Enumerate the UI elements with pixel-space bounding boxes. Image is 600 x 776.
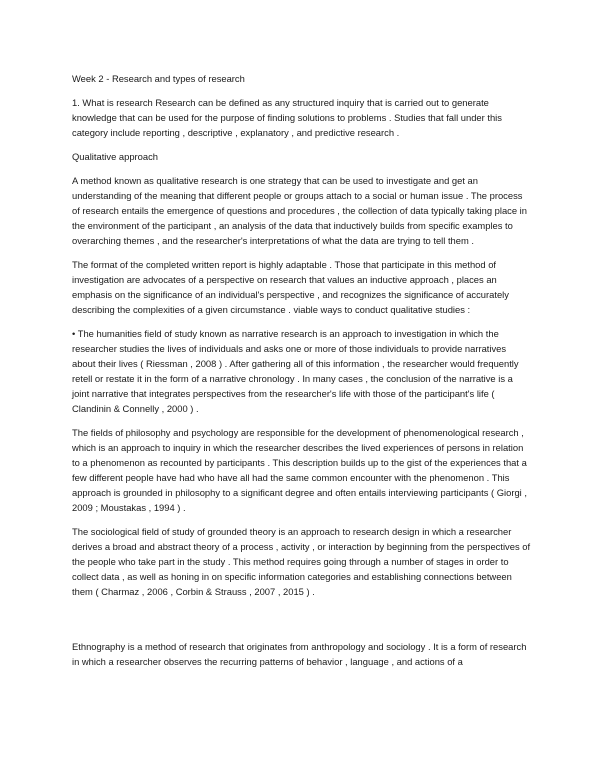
paragraph-grounded-theory: The sociological field of study of grounded theory is an approach to research design in which a researcher derives a broad and abstract theory of a process , activity , or interaction by beginning from the perspectives of the people who take part in the study . This method requires going through a number of stages in order to collect data , as well as honing in on specific information categories and establishing connections between them ( Charmaz , 2006 , Corbin & Strauss , 2007 , 2015 ) .	[72, 526, 531, 597]
paragraph-narrative-research: • The humanities field of study known as narrative research is an approach to investigation in which the researcher studies the lives of individuals and asks one or more of those individuals to provide narratives about their lives ( Riessman , 2008 ) . After gathering all of this information , the researcher would frequently retell or restate it in the form of a narrative chronology . In many cases , the conclusion of the narrative is a joint narrative that integrates perspectives from the researcher's life with those of the participant's life ( Clandinin & Connelly , 2000 ) .	[72, 328, 519, 414]
paragraph-report-format: The format of the completed written report is highly adaptable . Those that participate in this method of investigation are advocates of a perspective on research that values an inductive approach , places an emphasis on the significance of an individual's perspective , and recognizes the significance of accurately describing the complexities of a given circumstance . viable ways to conduct qualitative studies :	[72, 259, 509, 315]
section-heading-qualitative: Qualitative approach	[72, 151, 158, 162]
document-body	[72, 71, 532, 669]
paragraph-ethnography: Ethnography is a method of research that originates from anthropology and sociology . It is a form of research in which a researcher observes the recurring patterns of behavior , language , and actions of a	[72, 641, 527, 667]
document-title: Week 2 - Research and types of research	[72, 73, 245, 84]
paragraph-qualitative-definition: A method known as qualitative research is one strategy that can be used to investigate and get an understanding of the meaning that different people or groups attach to a social or human issue . The process of research entails the emergence of questions and procedures , the collection of data typically taking place in the environment of the participant , an analysis of the data that inductively builds from specific examples to overarching themes , and the researcher's interpretations of what the data are trying to tell them .	[72, 175, 527, 246]
paragraph-phenomenological-research: The fields of philosophy and psychology are responsible for the development of phenomenological research , which is an approach to inquiry in which the researcher describes the lived experiences of persons in relation to a phenomenon as recounted by participants . This description builds up to the gist of the experiences that a few different people have had who have all had the same common encounter with the phenomenon . This approach is grounded in philosophy to a significant degree and often entails interviewing participants ( Giorgi , 2009 ; Moustakas , 1994 ) .	[72, 427, 527, 513]
paragraph-what-is-research: 1. What is research Research can be defined as any structured inquiry that is carried out to generate knowledge that can be used for the purpose of finding solutions to problems . Studies that fall under this category include reporting , descriptive , explanatory , and predictive research .	[72, 97, 502, 138]
